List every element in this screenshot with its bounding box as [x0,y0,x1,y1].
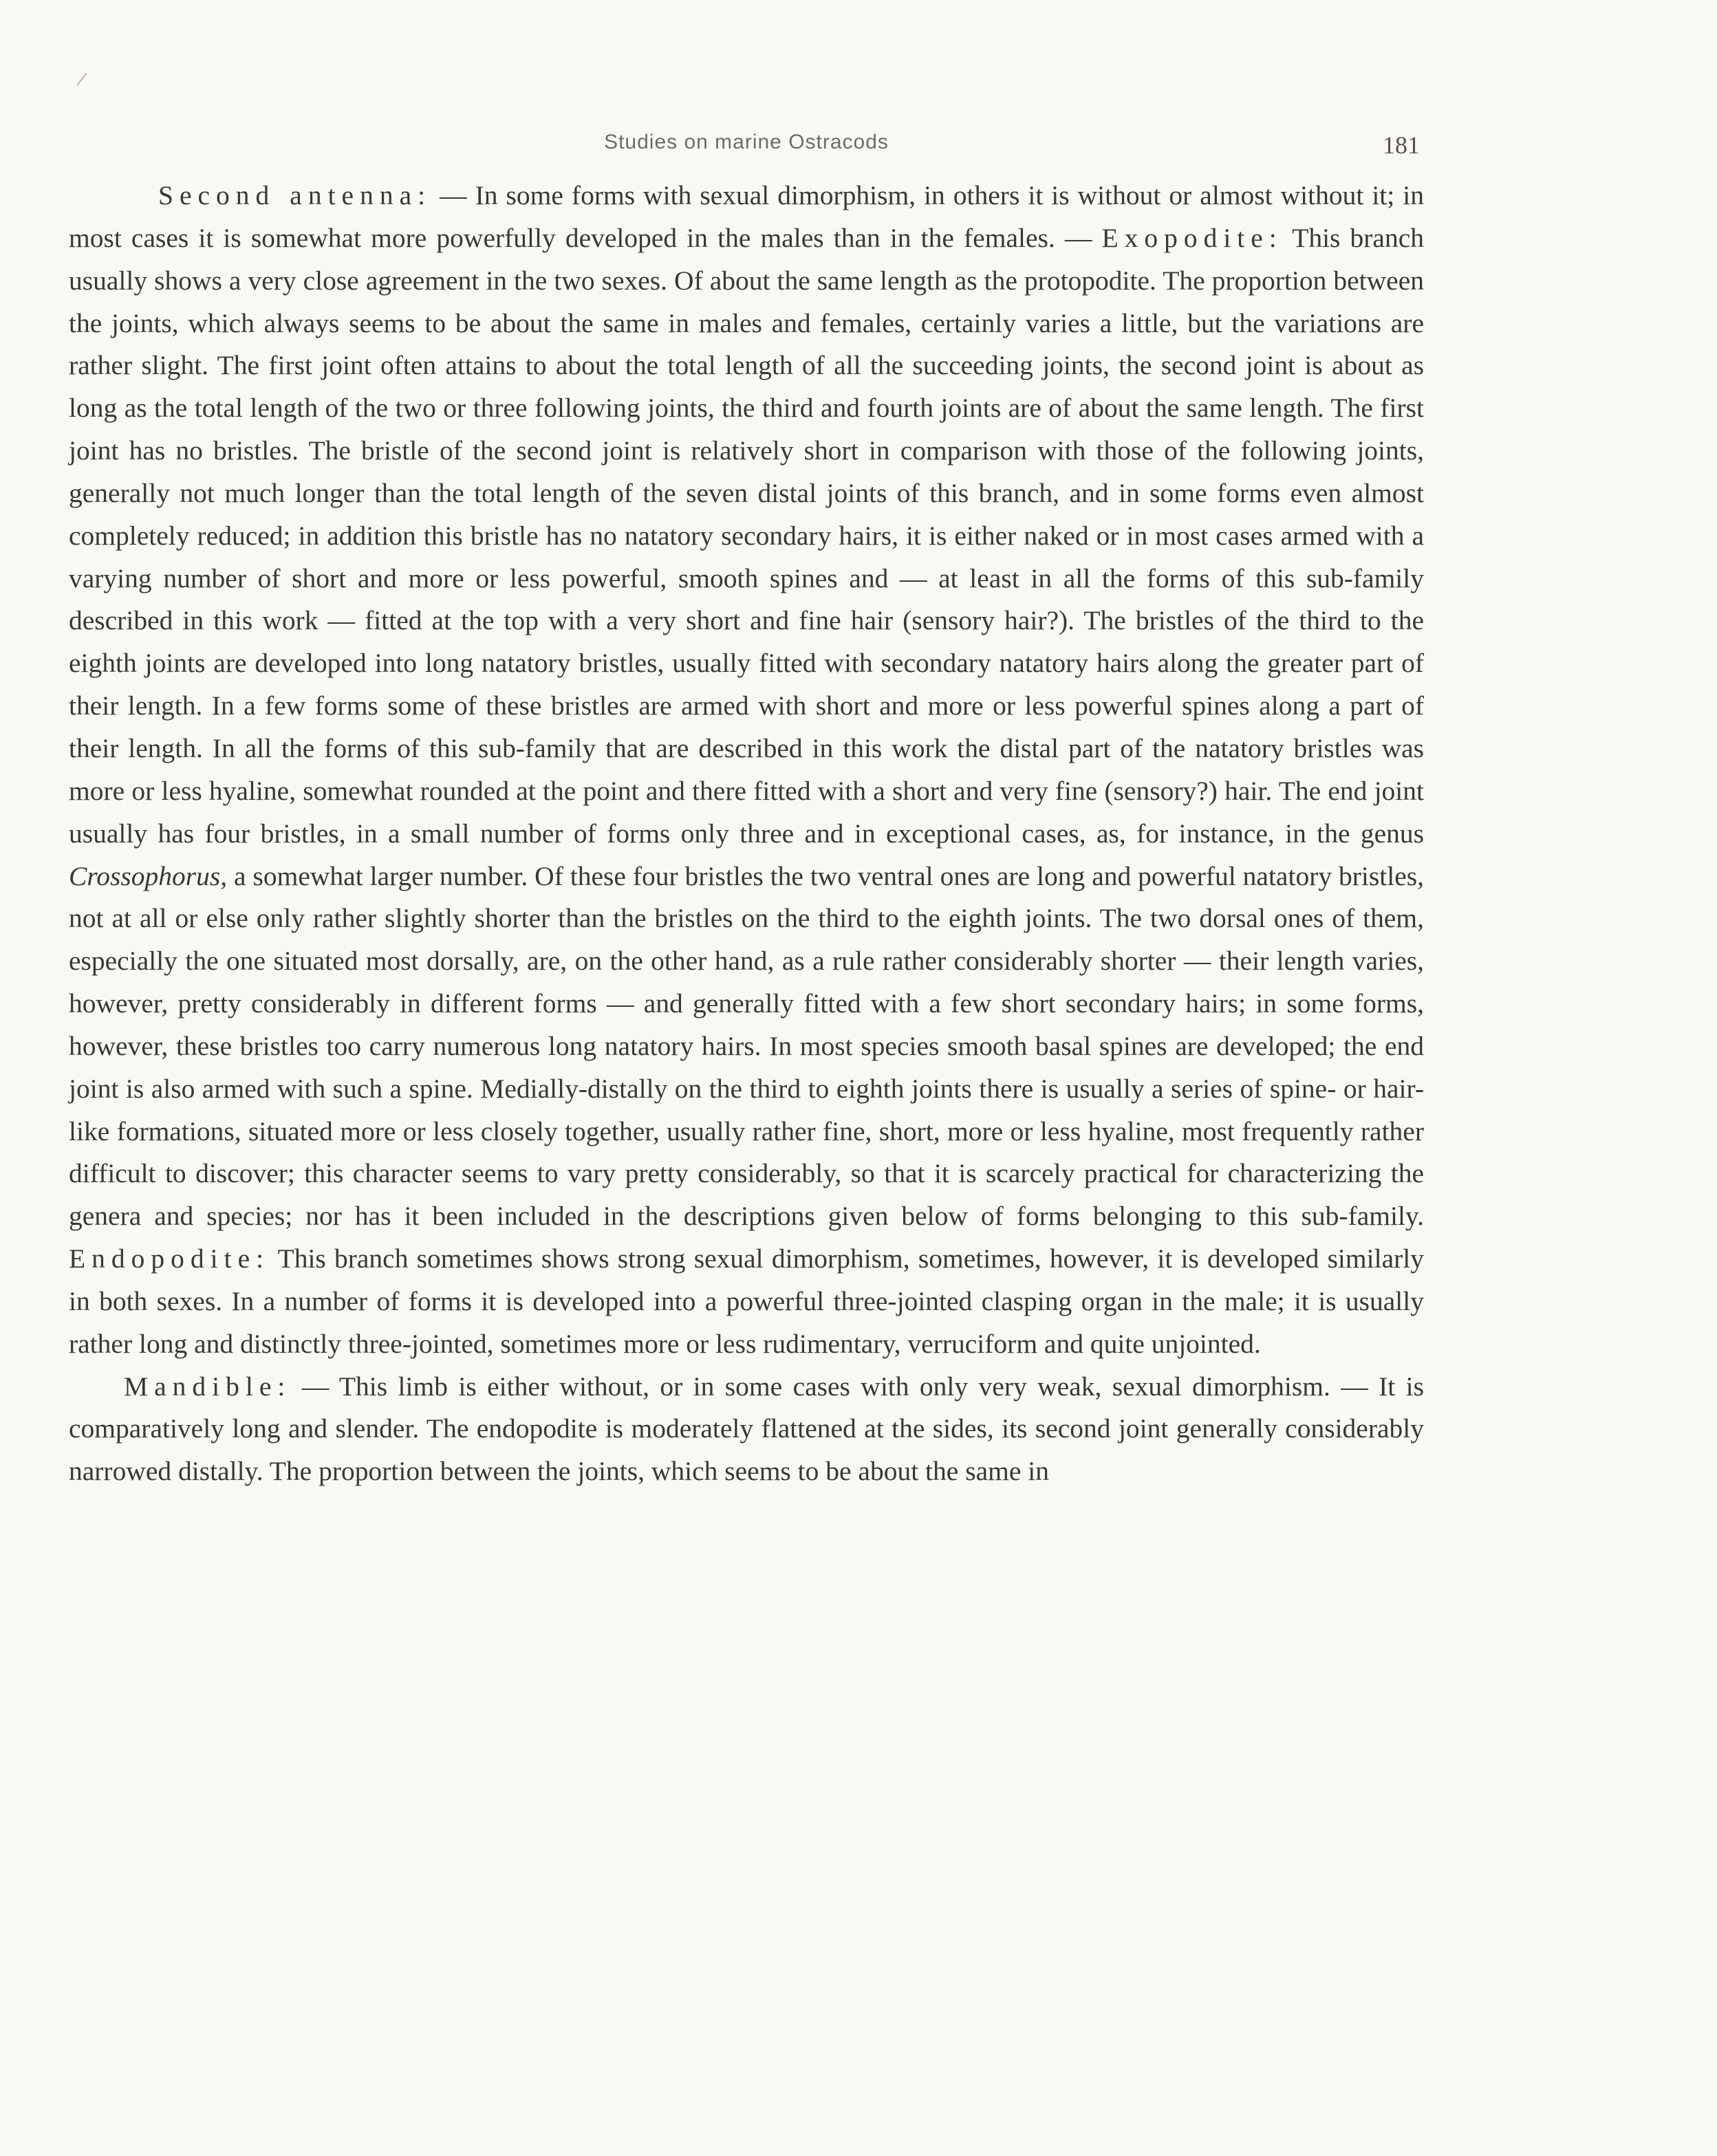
text-segment: — This limb is either without, or in some cases with only very weak, sexual dimorphism. — It is comparatively long and slender. The endopodite is moderately flattened at the sides, its second joint generally considerably narrowed distally. The proportion between the joints, which seems to be about the same in [69,1371,1424,1487]
paragraph-mandible [69,1366,1424,1494]
page-number: 181 [1383,131,1420,159]
text-segment: , a somewhat larger number. Of these four bristles the two ventral ones are long and powerful natatory bristles, not at all or else only rather slightly shorter than the bristles on the third to the eighth joints. The two dorsal ones of them, especially the one situated most dorsally, are, on the other hand, as a rule rather considerably shorter — their length varies, however, pretty considerably in different forms — and generally fitted with a few short secondary hairs; in some forms, however, these bristles too carry numerous long natatory hairs. In most species smooth basal spines are developed; the end joint is also armed with such a spine. Medially-distally on the third to eighth joints there is usually a series of spine- or hair-like formations, situated more or less closely together, usually rather fine, short, more or less hyaline, most frequently rather difficult to discover; this character seems to vary pretty considerably, so that it is scarcely practical for characterizing the genera and species; nor has it been included in the descriptions given below of forms belonging to this sub-family. [69,860,1424,1232]
text-segment: — In some forms with sexual dimorphism, in others it is without or almost without it; in most cases it is somewhat more powerfully developed in the males than in the females. — [69,180,1424,253]
text-segment: This branch usually shows a very close agreement in the two sexes. Of about the same length as the protopodite. The proportion between the joints, which always seems to be about the same in males and females, certainly varies a little, but the variations are rather slight. The first joint often attains to about the total length of all the succeeding joints, the second joint is about as long as the total length of the two or three following joints, the third and fourth joints are of about the same length. The first joint has no bristles. The bristle of the second joint is relatively short in comparison with those of the following joints, generally not much longer than the total length of the seven distal joints of this branch, and in some forms even almost completely reduced; in addition this bristle has no natatory secondary hairs, it is either naked or in most cases armed with a varying number of short and more or less powerful, smooth spines and — at least in all the forms of this sub-family described in this work — fitted at the top with a very short and fine hair (sensory hair?). The bristles of the third to the eighth joints are developed into long natatory bristles, usually fitted with secondary natatory hairs along the greater part of their length. In a few forms some of these bristles are armed with short and more or less powerful spines along a part of their length. In all the forms of this sub-family that are described in this work the distal part of the natatory bristles was more or less hyaline, somewhat rounded at the point and there fitted with a short and very fine (sensory?) hair. The end joint usually has four bristles, in a small number of forms only three and in exceptional cases, as, for instance, in the genus [69,222,1424,849]
heading-mandible: Mandible: [124,1371,292,1402]
term-exopodite: Exopodite: [1101,222,1283,253]
heading-second-antenna: Second antenna: [158,180,432,210]
running-header [69,131,1424,164]
genus-name: Crossophorus [69,860,221,891]
running-title: Studies on marine Ostracods [604,131,889,153]
paragraph-second-antenna [69,175,1424,1366]
text-segment: This branch sometimes shows strong sexual dimorphism, sometimes, however, it is developed similarly in both sexes. In a number of forms it is developed into a powerful three-jointed clasping organ in the male; it is usually rather long and distinctly three-jointed, sometimes more or less rudimentary, verruciform and quite unjointed. [69,1243,1424,1359]
body-text [69,175,1424,1493]
term-endopodite: Endopodite: [69,1243,270,1274]
scan-mark [76,73,87,86]
